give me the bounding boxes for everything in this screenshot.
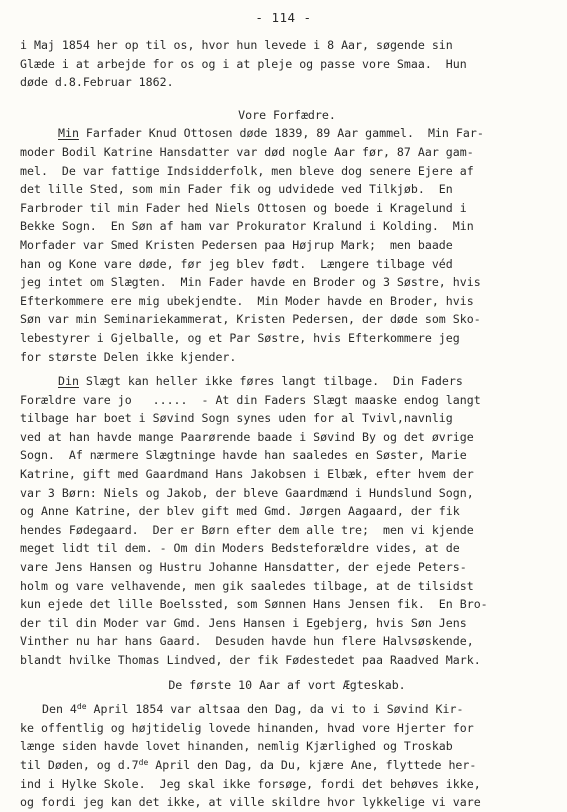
text-line: kun ejede det lille Boelssted, som Sønnen Hans Jensen fik. En Bro- bbox=[20, 597, 488, 612]
text-line: Farbroder til min Fader hed Niels Ottosen og boede i Kragelund i bbox=[20, 200, 467, 215]
text-line: blandt hvilke Thomas Lindved, der fik Fødestedet paa Raadved Mark. bbox=[20, 653, 481, 667]
text-line: og fordi jeg kan det ikke, at ville skildre hvor lykkelige vi vare bbox=[20, 795, 481, 810]
section-heading-marriage: De første 10 Aar af vort Ægteskab. bbox=[168, 677, 406, 692]
text-line: var 3 Børn: Niels og Jakob, der bleve Gaardmænd i Hundslund Sogn, bbox=[20, 485, 474, 500]
text-line: Vinther nu har hans Gaard. Desuden havde hun flere Halvsøskende, bbox=[20, 634, 474, 649]
text-line: vare Jens Hansen og Hustru Johanne Hansdatter, der ejede Peters- bbox=[20, 560, 467, 575]
text-line: Søn var min Seminariekammerat, Kristen Pedersen, der døde som Sko- bbox=[20, 312, 481, 327]
text-line: lebestyrer i Gjelballe, og et Par Søstre, hvis Efterkommere jeg bbox=[20, 330, 460, 345]
text-line: holm og vare velhavende, men gik saaledes tilbage, at de tilsidst bbox=[20, 578, 474, 593]
text-line: Katrine, gift med Gaardmand Hans Jakobsen i Elbæk, efter hvem der bbox=[20, 467, 474, 482]
text-line: Bekke Sogn. En Søn af ham var Prokurator Kralund i Kolding. Min bbox=[20, 219, 474, 234]
text-line: for største Delen ikke kjender. bbox=[20, 349, 237, 364]
text-line: jeg intet om Slægten. Min Fader havde en Broder og 3 Søstre, hvis bbox=[20, 275, 481, 290]
text-line: ved at han havde mange Paarørende baade i Søvind By og det øvrige bbox=[20, 429, 474, 444]
text-line: i Maj 1854 her op til os, hvor hun levede i 8 Aar, søgende sin bbox=[20, 38, 453, 52]
text-line: Sogn. Af nærmere Slægtninge havde han saaledes en Søster, Marie bbox=[20, 448, 467, 463]
text-line: ind i Hylke Skole. Jeg skal ikke forsøge, fordi det behøves ikke, bbox=[20, 776, 481, 791]
text-line: det lille Sted, som min Fader fik og udvidede ved Tilkjøb. En bbox=[20, 182, 453, 197]
text-line: mel. De var fattige Indsidderfolk, men bleve dog senere Ejere af bbox=[20, 163, 474, 178]
text-line: hendes Fødegaard. Der er Børn efter dem alle tre; men vi kjende bbox=[20, 522, 474, 537]
text-line: han og Kone vare døde, før jeg blev født. Længere tilbage véd bbox=[20, 256, 453, 271]
text-line: Efterkommere ere mig ubekjendte. Min Moder havde en Broder, hvis bbox=[20, 293, 474, 308]
text-line: og Anne Katrine, der blev gift med Gmd. Jørgen Aagaard, der fik bbox=[20, 504, 460, 519]
text-line: Min Farfader Knud Ottosen døde 1839, 89 Aar gammel. Min Far- bbox=[58, 126, 484, 141]
text-line: tilbage har boet i Søvind Sogn synes uden for al Tvivl,navnlig bbox=[20, 411, 453, 426]
text-line: længe siden havde lovet hinanden, nemlig Kjærlighed og Troskab bbox=[20, 739, 453, 754]
page-number: - 114 - bbox=[255, 10, 312, 25]
text-line: Morfader var Smed Kristen Pedersen paa Højrup Mark; men baade bbox=[20, 237, 453, 252]
text-line: døde d.8.Februar 1862. bbox=[20, 75, 174, 90]
section-heading-forefathers: Vore Forfædre. bbox=[238, 107, 336, 122]
text-line: Forældre vare jo ..... - At din Faders Slægt maaske endog langt bbox=[20, 392, 481, 407]
underlined-word: Min bbox=[58, 126, 79, 141]
text-line: ke offentlig og højtidelig lovede hinanden, hvad vore Hjerter for bbox=[20, 720, 474, 735]
text-line: moder Bodil Katrine Hansdatter var død nogle Aar før, 87 Aar gam- bbox=[20, 144, 474, 159]
text-line: Din Slægt kan heller ikke føres langt tilbage. Din Faders bbox=[58, 374, 463, 389]
text-line: til Døden, og d.7de April den Dag, da Du, kjære Ane, flyttede her- bbox=[20, 757, 477, 772]
text-line: Glæde i at arbejde for os og i at pleje og passe vore Smaa. Hun bbox=[20, 56, 467, 71]
text-line: meget lidt til dem. - Om din Moders Bedsteforældre vides, at de bbox=[20, 541, 460, 556]
text-line: Den 4de April 1854 var altsaa den Dag, da vi to i Søvind Kir- bbox=[42, 702, 464, 717]
text-line: der til din Moder var Gmd. Jens Hansen i Egebjerg, hvis Søn Jens bbox=[20, 615, 467, 630]
document-body bbox=[20, 36, 554, 812]
underlined-word: Din bbox=[58, 374, 79, 389]
